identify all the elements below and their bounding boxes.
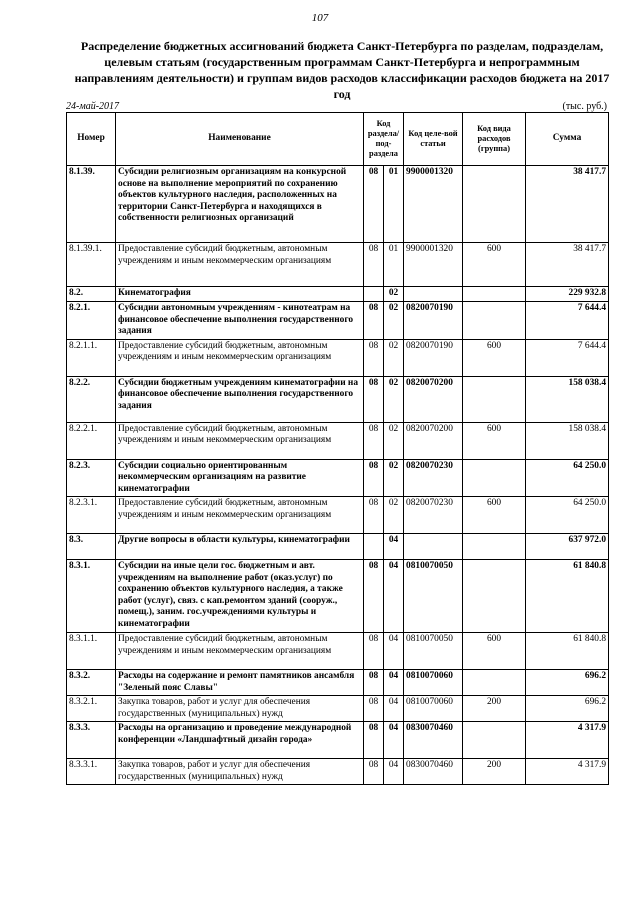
row-expense-group: [463, 534, 526, 560]
row-subsection-code: 01: [384, 166, 404, 243]
row-section-code: 08: [364, 670, 384, 696]
row-section-code: 08: [364, 759, 384, 785]
row-sum: 7 644.4: [526, 302, 609, 340]
table-row: [67, 166, 609, 243]
row-target-code: 0820070190: [404, 339, 463, 376]
row-sum: 38 417.7: [526, 166, 609, 243]
row-target-code: 9900001320: [404, 243, 463, 287]
row-sum: 61 840.8: [526, 560, 609, 633]
row-subsection-code: 04: [384, 722, 404, 759]
row-number: 8.3.3.: [67, 722, 116, 759]
table-body: [67, 166, 609, 785]
row-section-code: 08: [364, 166, 384, 243]
header-number: Номер: [67, 113, 116, 166]
row-expense-group: [463, 302, 526, 340]
header-expense-group: Код вида расходов (группа): [463, 113, 526, 166]
row-subsection-code: 04: [384, 633, 404, 670]
header-name: Наименование: [116, 113, 364, 166]
budget-table: [66, 112, 609, 785]
row-number: 8.3.1.1.: [67, 633, 116, 670]
page-number: 107: [311, 12, 329, 24]
row-name: Предоставление субсидий бюджетным, автономным учреждениям и иным некоммерческим организациям: [116, 497, 364, 534]
row-number: 8.2.3.: [67, 459, 116, 497]
row-sum: 696.2: [526, 670, 609, 696]
row-name: Предоставление субсидий бюджетным, автономным учреждениям и иным некоммерческим организациям: [116, 243, 364, 287]
table-row: [67, 339, 609, 376]
units-label: (тыс. руб.): [562, 101, 607, 112]
row-target-code: 0820070230: [404, 459, 463, 497]
row-name: Кинематография: [116, 287, 364, 302]
row-target-code: [404, 287, 463, 302]
row-target-code: 0810070060: [404, 670, 463, 696]
row-number: 8.2.2.: [67, 376, 116, 422]
row-subsection-code: 01: [384, 243, 404, 287]
row-number: 8.3.1.: [67, 560, 116, 633]
row-expense-group: [463, 166, 526, 243]
row-number: 8.3.2.: [67, 670, 116, 696]
row-subsection-code: 04: [384, 759, 404, 785]
row-expense-group: 200: [463, 759, 526, 785]
row-target-code: 0830070460: [404, 722, 463, 759]
table-row: [67, 302, 609, 340]
header-section-code: Код раздела/ под-раздела: [364, 113, 404, 166]
row-expense-group: [463, 376, 526, 422]
row-section-code: 08: [364, 560, 384, 633]
row-expense-group: [463, 670, 526, 696]
row-subsection-code: 04: [384, 560, 404, 633]
row-sum: 637 972.0: [526, 534, 609, 560]
row-target-code: 0820070200: [404, 376, 463, 422]
row-number: 8.3.3.1.: [67, 759, 116, 785]
row-subsection-code: 02: [384, 287, 404, 302]
row-name: Субсидии на иные цели гос. бюджетным и авт. учреждениям на выполнение работ (оказ.услуг) по сохранению объектов культурного наследия, а также работ (услуг), связ. с кап.ремонтом зданий (сооруж., помещ.), заним. гос.учреждениями культуры и кинематографии: [116, 560, 364, 633]
row-expense-group: 600: [463, 633, 526, 670]
row-section-code: 08: [364, 722, 384, 759]
row-section-code: 08: [364, 459, 384, 497]
row-number: 8.2.1.: [67, 302, 116, 340]
row-section-code: 08: [364, 696, 384, 722]
row-name: Другие вопросы в области культуры, кинематографии: [116, 534, 364, 560]
row-target-code: 0820070200: [404, 422, 463, 459]
row-target-code: 0830070460: [404, 759, 463, 785]
row-name: Предоставление субсидий бюджетным, автономным учреждениям и иным некоммерческим организациям: [116, 633, 364, 670]
row-expense-group: [463, 287, 526, 302]
table-row: [67, 696, 609, 722]
row-sum: 64 250.0: [526, 459, 609, 497]
row-sum: 61 840.8: [526, 633, 609, 670]
row-number: 8.3.2.1.: [67, 696, 116, 722]
row-name: Субсидии бюджетным учреждениям кинематографии на финансовое обеспечение выполнения государственного задания: [116, 376, 364, 422]
table-row: [67, 497, 609, 534]
row-target-code: 0810070050: [404, 560, 463, 633]
document-date: 24-май-2017: [66, 101, 120, 112]
row-target-code: 0810070050: [404, 633, 463, 670]
row-number: 8.3.: [67, 534, 116, 560]
row-subsection-code: 02: [384, 376, 404, 422]
table-row: [67, 670, 609, 696]
table-header-row: [67, 113, 609, 166]
row-section-code: 08: [364, 339, 384, 376]
row-number: 8.1.39.: [67, 166, 116, 243]
row-expense-group: 600: [463, 339, 526, 376]
row-target-code: 9900001320: [404, 166, 463, 243]
table-row: [67, 243, 609, 287]
row-subsection-code: 02: [384, 302, 404, 340]
row-section-code: 08: [364, 243, 384, 287]
row-target-code: 0820070190: [404, 302, 463, 340]
row-name: Закупка товаров, работ и услуг для обеспечения государственных (муниципальных) нужд: [116, 759, 364, 785]
row-sum: 7 644.4: [526, 339, 609, 376]
row-name: Предоставление субсидий бюджетным, автономным учреждениям и иным некоммерческим организациям: [116, 422, 364, 459]
row-sum: 158 038.4: [526, 376, 609, 422]
table-row: [67, 759, 609, 785]
row-name: Расходы на организацию и проведение международной конференции «Ландшафтный дизайн города»: [116, 722, 364, 759]
row-expense-group: 600: [463, 497, 526, 534]
row-number: 8.2.3.1.: [67, 497, 116, 534]
row-sum: 158 038.4: [526, 422, 609, 459]
row-section-code: [364, 534, 384, 560]
row-target-code: 0820070230: [404, 497, 463, 534]
row-name: Предоставление субсидий бюджетным, автономным учреждениям и иным некоммерческим организациям: [116, 339, 364, 376]
row-expense-group: [463, 722, 526, 759]
row-section-code: 08: [364, 302, 384, 340]
row-name: Расходы на содержание и ремонт памятников ансамбля "Зеленый пояс Славы": [116, 670, 364, 696]
row-number: 8.2.2.1.: [67, 422, 116, 459]
row-name: Субсидии религиозным организациям на конкурсной основе на выполнение мероприятий по сохранению объектов культурного наследия, расположенных на территории Санкт-Петербурга и находящихся в собственности религиозных организаций: [116, 166, 364, 243]
row-sum: 696.2: [526, 696, 609, 722]
table-row: [67, 376, 609, 422]
row-expense-group: [463, 560, 526, 633]
row-number: 8.1.39.1.: [67, 243, 116, 287]
row-expense-group: 600: [463, 243, 526, 287]
table-row: [67, 422, 609, 459]
row-subsection-code: 04: [384, 670, 404, 696]
row-expense-group: 200: [463, 696, 526, 722]
row-sum: 4 317.9: [526, 722, 609, 759]
row-expense-group: 600: [463, 422, 526, 459]
row-subsection-code: 04: [384, 696, 404, 722]
row-section-code: [364, 287, 384, 302]
row-subsection-code: 02: [384, 422, 404, 459]
table-row: [67, 534, 609, 560]
row-number: 8.2.: [67, 287, 116, 302]
row-section-code: 08: [364, 497, 384, 534]
row-target-code: [404, 534, 463, 560]
table-row: [67, 722, 609, 759]
row-number: 8.2.1.1.: [67, 339, 116, 376]
row-name: Закупка товаров, работ и услуг для обеспечения государственных (муниципальных) нужд: [116, 696, 364, 722]
row-section-code: 08: [364, 376, 384, 422]
row-subsection-code: 02: [384, 497, 404, 534]
row-name: Субсидии автономным учреждениям - кинотеатрам на финансовое обеспечение выполнения государственного задания: [116, 302, 364, 340]
table-row: [67, 560, 609, 633]
row-sum: 229 932.8: [526, 287, 609, 302]
row-sum: 64 250.0: [526, 497, 609, 534]
row-section-code: 08: [364, 633, 384, 670]
row-section-code: 08: [364, 422, 384, 459]
row-subsection-code: 02: [384, 459, 404, 497]
row-subsection-code: 04: [384, 534, 404, 560]
table-row: [67, 287, 609, 302]
header-sum: Сумма: [526, 113, 609, 166]
header-target-code: Код целе-вой статьи: [404, 113, 463, 166]
row-name: Субсидии социально ориентированным некоммерческим организациям на развитие кинематографии: [116, 459, 364, 497]
table-row: [67, 459, 609, 497]
row-sum: 4 317.9: [526, 759, 609, 785]
table-row: [67, 633, 609, 670]
row-expense-group: [463, 459, 526, 497]
row-target-code: 0810070060: [404, 696, 463, 722]
document-title: Распределение бюджетных ассигнований бюджета Санкт-Петербурга по разделам, подразделам, целевым статьям (государственным программам Санкт-Петербурга и непрограммным направлениям деятельности) и группам видов расходов классификации расходов бюджета на 2017 год: [74, 39, 610, 101]
row-sum: 38 417.7: [526, 243, 609, 287]
row-subsection-code: 02: [384, 339, 404, 376]
